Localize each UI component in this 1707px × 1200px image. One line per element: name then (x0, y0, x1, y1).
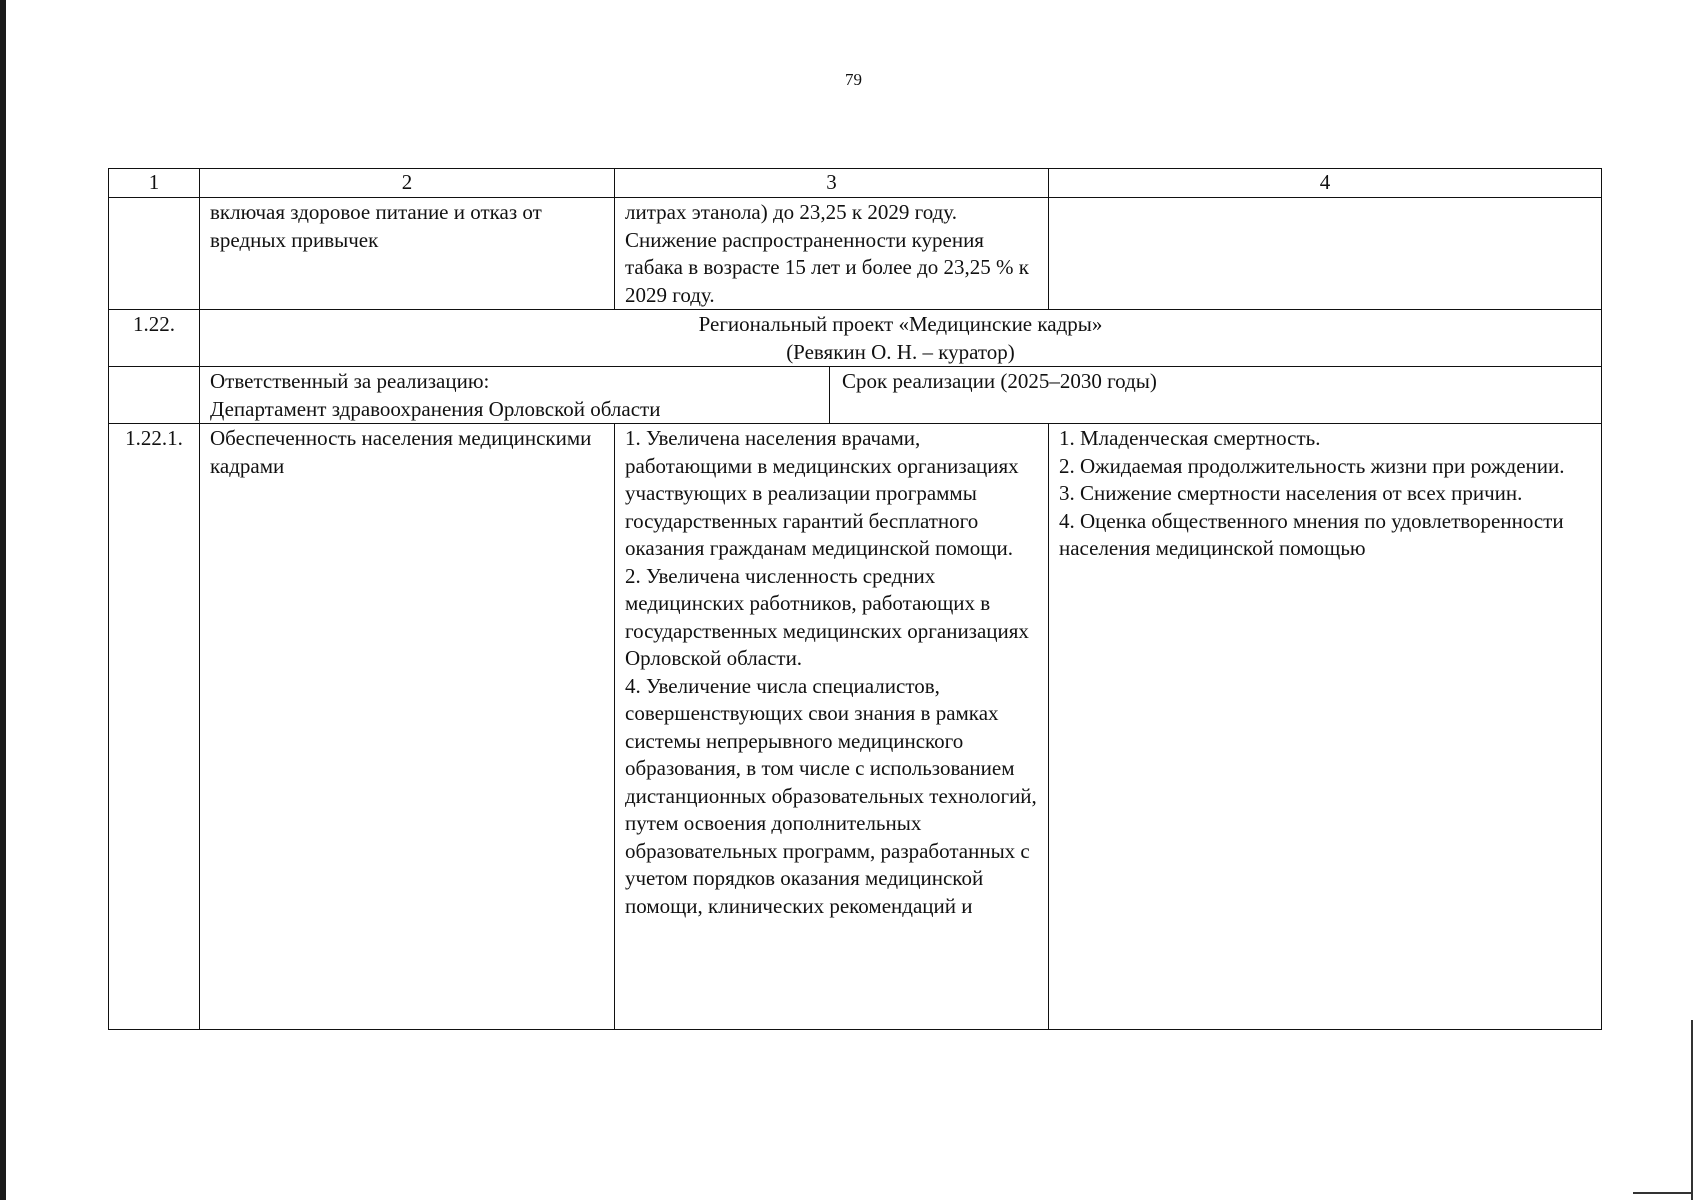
project-title-cell (200, 310, 1602, 367)
program-table (108, 168, 1602, 1030)
scan-border-bottom-right-horizontal (1633, 1192, 1693, 1194)
responsible-label: Ответственный за реализацию: (210, 369, 490, 393)
project-curator: (Ревякин О. Н. – куратор) (786, 339, 1015, 364)
main-row (109, 424, 1602, 1030)
header-cell-2: 2 (200, 169, 615, 198)
header-cell-1: 1 (109, 169, 200, 198)
indicator-item: 3. Снижение смертности населения от всех причин. (1059, 481, 1523, 505)
main-number: 1.22.1. (109, 424, 200, 1030)
responsible-row (109, 367, 1602, 424)
header-cell-4: 4 (1049, 169, 1602, 198)
result-item: 1. Увеличена населения врачами, работающими в медицинских организациях участвующих в реализации программы государственных гарантий бесплатного оказания гражданам медицинской помощи. (625, 426, 1019, 560)
continued-result-text: литрах этанола) до 23,25 к 2029 году. (625, 200, 957, 224)
continued-task-cell: включая здоровое питание и отказ от вредных привычек (200, 198, 615, 310)
project-row (109, 310, 1602, 367)
main-indicators-cell (1049, 424, 1602, 1030)
responsible-cell (200, 367, 1602, 424)
indicator-item: 2. Ожидаемая продолжительность жизни при рождении. (1059, 453, 1565, 478)
main-results-cell (615, 424, 1049, 1030)
indicator-item: 4. Оценка общественного мнения по удовлетворенности населения медицинской помощью (1059, 508, 1564, 560)
indicator-item: 1. Младенческая смертность. (1059, 426, 1321, 450)
project-number: 1.22. (109, 310, 200, 367)
result-item: 2. Увеличена численность средних медицинских работников, работающих в государственных медицинских организациях Орловской области. (625, 563, 1029, 670)
responsible-block (200, 367, 830, 423)
scan-border-bottom-right (1691, 1020, 1693, 1200)
responsible-number-cell (109, 367, 200, 424)
header-row (109, 169, 1602, 198)
page-number: 79 (845, 70, 862, 89)
implementation-term: Срок реализации (2025–2030 годы) (842, 369, 1157, 393)
term-block (830, 367, 1601, 423)
responsible-value: Департамент здравоохранения Орловской области (210, 396, 661, 421)
continued-number-cell (109, 198, 200, 310)
result-item: 4. Увеличение числа специалистов, совершенствующих свои знания в рамках системы непрерывного медицинского образования, в том числе с использованием дистанционных образовательных технологий, путем освоения дополнительных образовательных программ, разработанных с учетом порядков оказания медицинской помощи, клинических рекомендаций и (625, 673, 1037, 918)
main-task: Обеспеченность населения медицинскими кадрами (200, 424, 615, 1030)
continued-indicators-cell (1049, 198, 1602, 310)
project-title: Региональный проект «Медицинские кадры» (698, 312, 1103, 336)
continued-results-cell (615, 198, 1049, 310)
scan-border-left (0, 0, 6, 1200)
header-cell-3: 3 (615, 169, 1049, 198)
continued-row (109, 198, 1602, 310)
continued-result-text: Снижение распространенности курения табака в возрасте 15 лет и более до 23,25 % к 2029 году. (625, 227, 1029, 307)
